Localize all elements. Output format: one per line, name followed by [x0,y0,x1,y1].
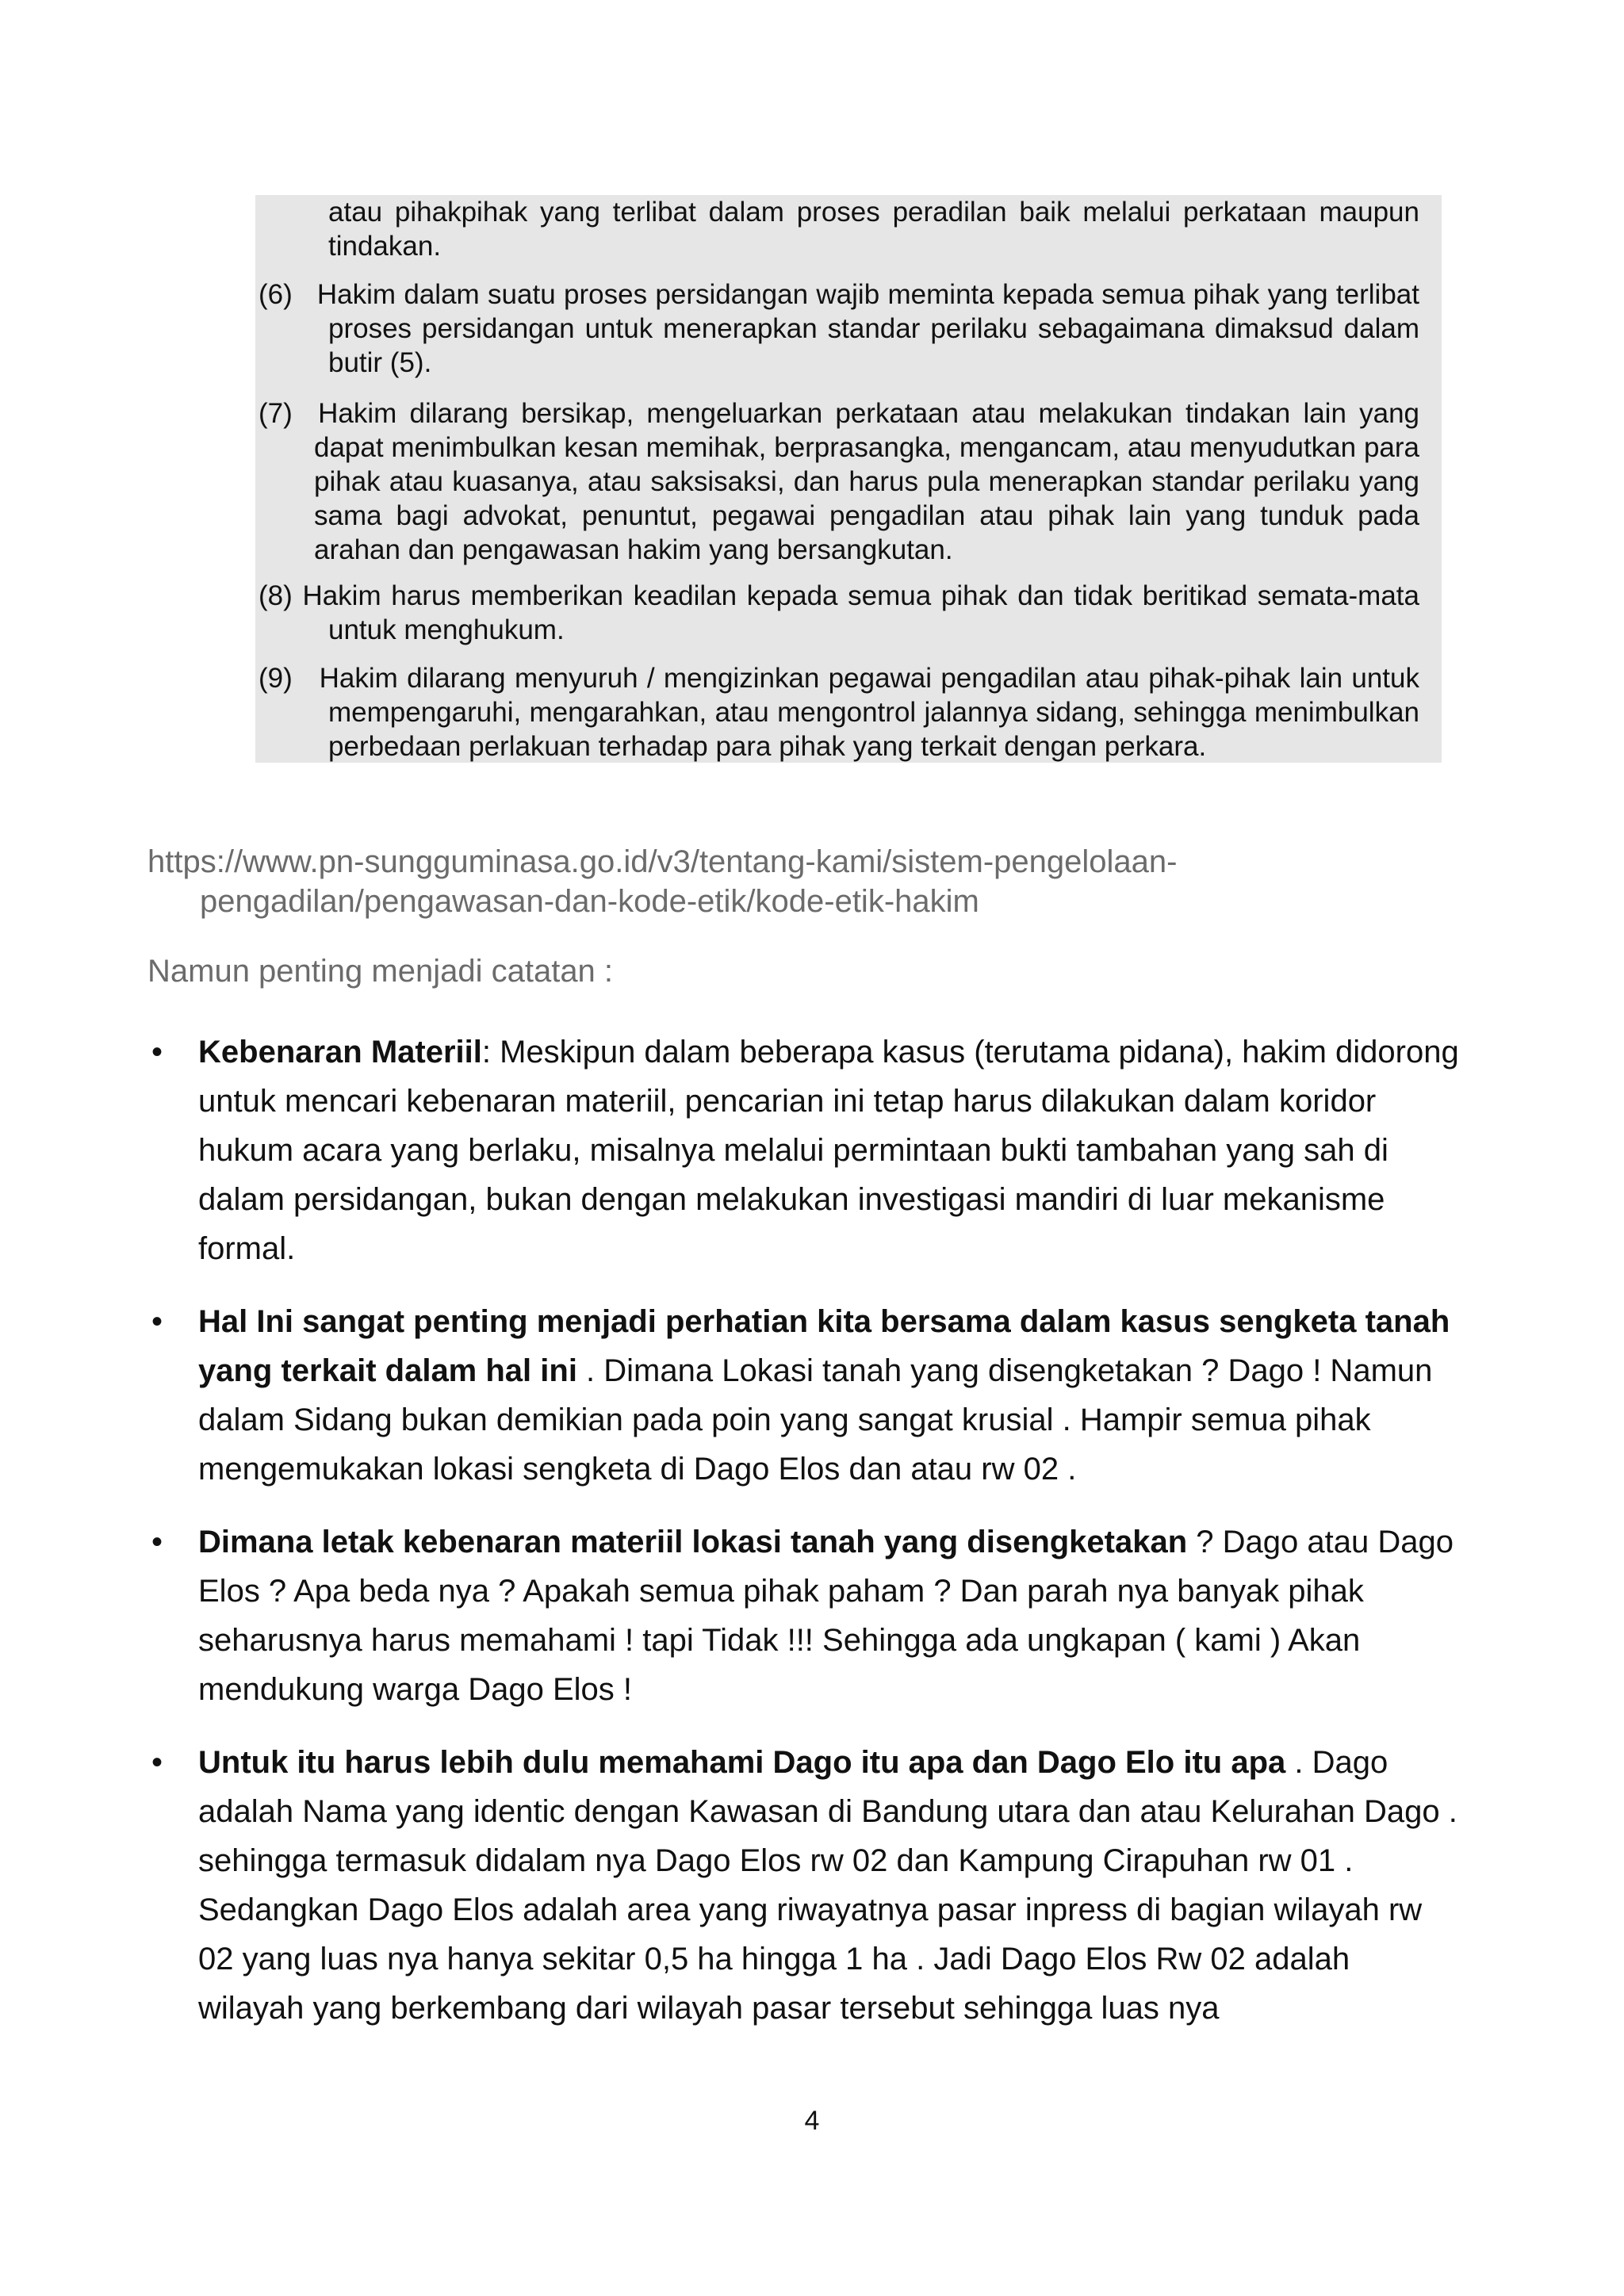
list-item [147,1027,1464,1273]
source-url-line-2[interactable]: pengadilan/pengawasan-dan-kode-etik/kode-etik-hakim [200,884,979,919]
quote-item-6 [255,277,1419,380]
quote-item-number: (8) [259,580,293,611]
page-number: 4 [804,2106,820,2136]
bullet-text: : Meskipun dalam beberapa kasus (terutama pidana), hakim didorong untuk mencari kebenaran materiil, pencarian ini tetap harus dilakukan dalam koridor hukum acara yang berlaku, misalnya melalui permintaan bukti tambahan yang sah di dalam persidangan, bukan dengan melakukan investigasi mandiri di luar mekanisme formal. [198,1035,1459,1266]
bullet-lead: Dimana letak kebenaran materiil lokasi tanah yang disengketakan [198,1525,1188,1559]
quote-item-text: Hakim dilarang bersikap, mengeluarkan perkataan atau melakukan tindakan lain yang dapat menimbulkan kesan memihak, berprasangka, mengancam, atau menyudutkan para pihak atau kuasanya, atau saksisaksi, dan harus pula menerapkan standar perilaku yang sama bagi advokat, penuntut, pegawai pengadilan atau pihak lain yang tunduk pada arahan dan pengawasan hakim yang bersangkutan. [314,398,1419,565]
quote-item-9 [255,661,1419,763]
bullet-lead: Untuk itu harus lebih dulu memahami Dago itu apa dan Dago Elo itu apa [198,1745,1286,1780]
source-url-line-1[interactable]: https://www.pn-sungguminasa.go.id/v3/tentang-kami/sistem-pengelolaan- [147,844,1178,879]
quote-item-number: (9) [259,663,293,694]
quote-item-number: (6) [259,279,293,310]
quote-item-text: Hakim harus memberikan keadilan kepada semua pihak dan tidak beritikad semata-mata untuk menghukum. [302,580,1419,645]
quote-continuation: atau pihakpihak yang terlibat dalam proses peradilan baik melalui perkataan maupun tindakan. [328,197,1419,262]
note-heading: Namun penting menjadi catatan : [147,954,614,989]
quote-item-text: Hakim dilarang menyuruh / mengizinkan pegawai pengadilan atau pihak-pihak lain untuk mempengaruhi, mengarahkan, atau mengontrol jalannya sidang, sehingga menimbulkan perbedaan perlakuan terhadap para pihak yang terkait dengan perkara. [319,663,1419,762]
list-item [147,1738,1464,2033]
quote-item-8 [255,579,1419,647]
quoted-code-of-ethics-box [255,195,1442,763]
source-url-link[interactable] [147,842,1258,921]
bullet-lead: Hal Ini sangat penting menjadi perhatian kita bersama dalam kasus sengketa tanah yang terkait dalam hal ini [198,1304,1450,1388]
bullet-text: . Dimana Lokasi tanah yang disengketakan ? Dago ! Namun dalam Sidang bukan demikian pada poin yang sangat krusial . Hampir semua pihak mengemukakan lokasi sengketa di Dago Elos dan atau rw 02 . [198,1353,1433,1487]
quote-item-text: Hakim dalam suatu proses persidangan wajib meminta kepada semua pihak yang terlibat proses persidangan untuk menerapkan standar perilaku sebagaimana dimaksud dalam butir (5). [316,279,1419,378]
quote-item-number: (7) [259,398,293,429]
bullet-icon: • [151,1525,163,1559]
list-item [147,1517,1464,1714]
bullet-text: . Dago adalah Nama yang identic dengan Kawasan di Bandung utara dan atau Kelurahan Dago . sehingga termasuk didalam nya Dago Elos rw 02 dan Kampung Cirapuhan rw 01 . Sedangkan Dago Elos adalah area yang riwayatnya pasar inpress di bagian wilayah rw 02 yang luas nya hanya sekitar 0,5 ha hingga 1 ha . Jadi Dago Elos Rw 02 adalah wilayah yang berkembang dari wilayah pasar tersebut sehingga luas nya [198,1745,1457,2026]
bullet-icon: • [151,1745,163,1780]
bullet-icon: • [151,1035,163,1070]
bullet-icon: • [151,1304,163,1339]
bullet-text: ? Dago atau Dago Elos ? Apa beda nya ? Apakah semua pihak paham ? Dan parah nya banyak pihak seharusnya harus memahami ! tapi Tidak !!! Sehingga ada ungkapan ( kami ) Akan mendukung warga Dago Elos ! [198,1525,1454,1707]
bullet-lead: Kebenaran Materiil [198,1035,482,1070]
quote-item-7 [255,396,1419,567]
list-item [147,1297,1464,1494]
